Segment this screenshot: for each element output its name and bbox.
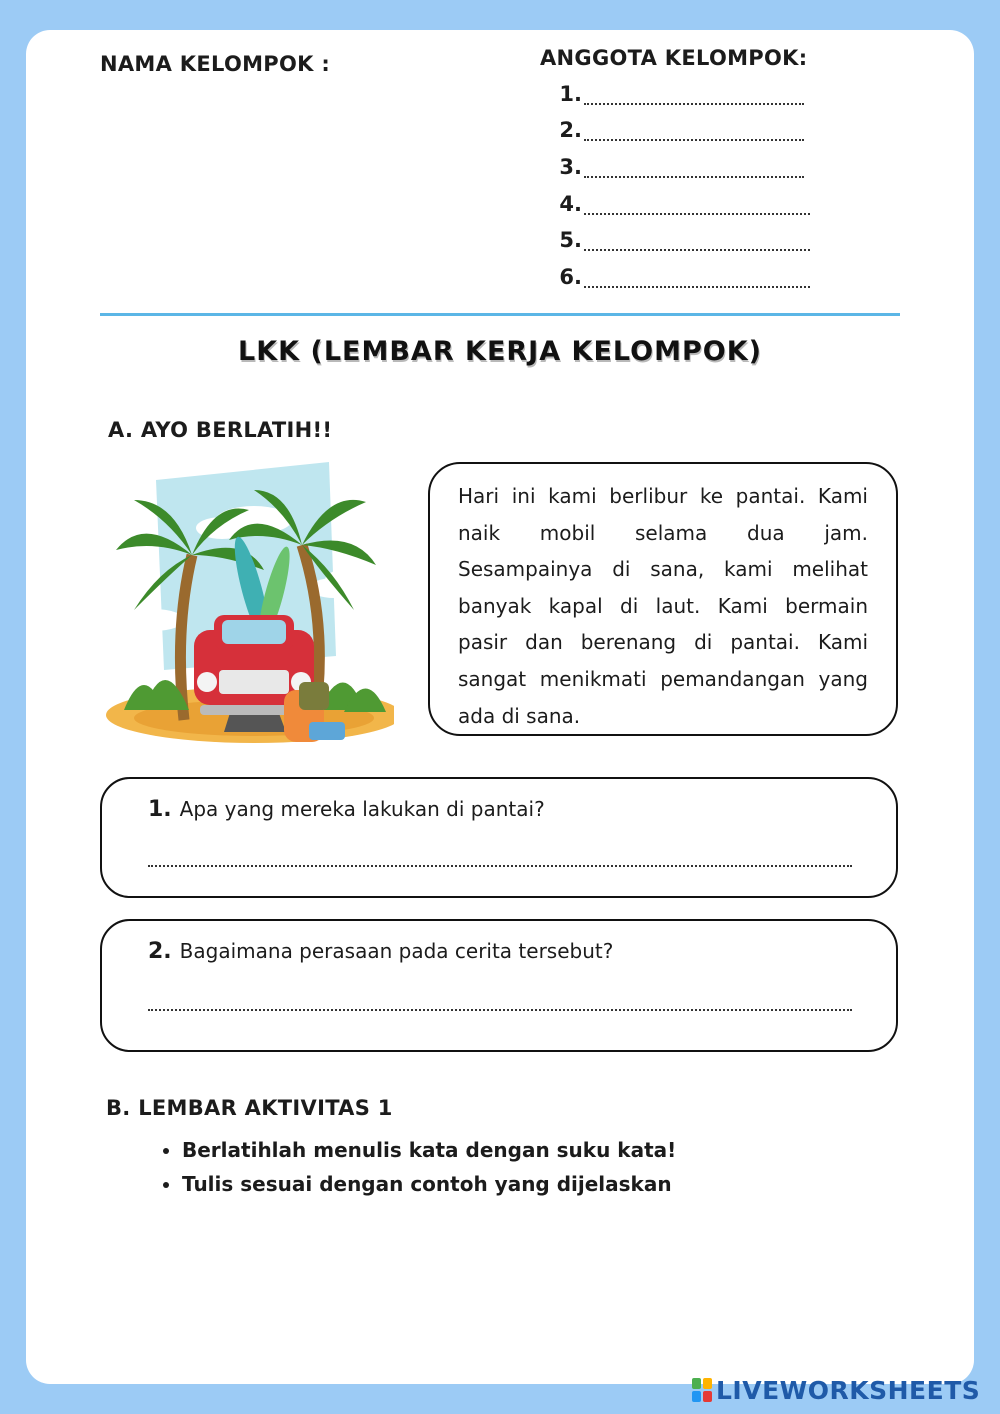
member-row-5[interactable]: 5. bbox=[558, 228, 810, 252]
question-number: 1. bbox=[148, 797, 172, 822]
member-row-2[interactable]: 2. bbox=[558, 118, 804, 142]
answer-line-1[interactable] bbox=[148, 865, 852, 867]
members-label: ANGGOTA KELOMPOK: bbox=[540, 46, 808, 70]
answer-line-2[interactable] bbox=[148, 1009, 852, 1011]
group-name-label: NAMA KELOMPOK : bbox=[100, 52, 331, 76]
question-text: Apa yang mereka lakukan di pantai? bbox=[179, 797, 545, 821]
member-answer-line[interactable] bbox=[584, 85, 804, 105]
list-item: • Berlatihlah menulis kata dengan suku kata! bbox=[182, 1138, 676, 1162]
member-row-1[interactable]: 1. bbox=[558, 82, 804, 106]
liveworksheets-logo-icon bbox=[692, 1378, 712, 1402]
brand-text: LIVEWORKSHEETS bbox=[716, 1375, 981, 1405]
footer-brand[interactable] bbox=[692, 1372, 980, 1408]
list-item: • Tulis sesuai dengan contoh yang dijelaskan bbox=[182, 1172, 676, 1196]
beach-car-illustration bbox=[104, 460, 394, 750]
story-box bbox=[428, 462, 898, 736]
section-b-heading: B. LEMBAR AKTIVITAS 1 bbox=[106, 1096, 393, 1120]
question-2 bbox=[148, 939, 613, 964]
member-answer-line[interactable] bbox=[584, 121, 804, 141]
question-1 bbox=[148, 797, 545, 822]
section-a-heading: A. AYO BERLATIH!! bbox=[108, 418, 333, 442]
member-row-6[interactable]: 6. bbox=[558, 265, 810, 289]
member-answer-line[interactable] bbox=[584, 231, 810, 251]
activity-instructions bbox=[158, 1138, 676, 1206]
question-number: 2. bbox=[148, 939, 172, 964]
member-answer-line[interactable] bbox=[584, 195, 810, 215]
member-answer-line[interactable] bbox=[584, 158, 804, 178]
story-text: Hari ini kami berlibur ke pantai. Kami naik mobil selama dua jam. Sesampainya di sana, kami melihat banyak kapal di laut. Kami bermain pasir dan berenang di pantai. Kami sangat menikmati pemandangan yang ada di sana. bbox=[458, 484, 868, 728]
member-answer-line[interactable] bbox=[584, 268, 810, 288]
member-row-3[interactable]: 3. bbox=[558, 155, 804, 179]
question-box-2 bbox=[100, 919, 898, 1052]
question-box-1 bbox=[100, 777, 898, 898]
page-title: LKK (LEMBAR KERJA KELOMPOK) bbox=[238, 336, 762, 367]
header-divider bbox=[100, 313, 900, 316]
question-text: Bagaimana perasaan pada cerita tersebut? bbox=[179, 939, 614, 963]
member-row-4[interactable]: 4. bbox=[558, 192, 810, 216]
